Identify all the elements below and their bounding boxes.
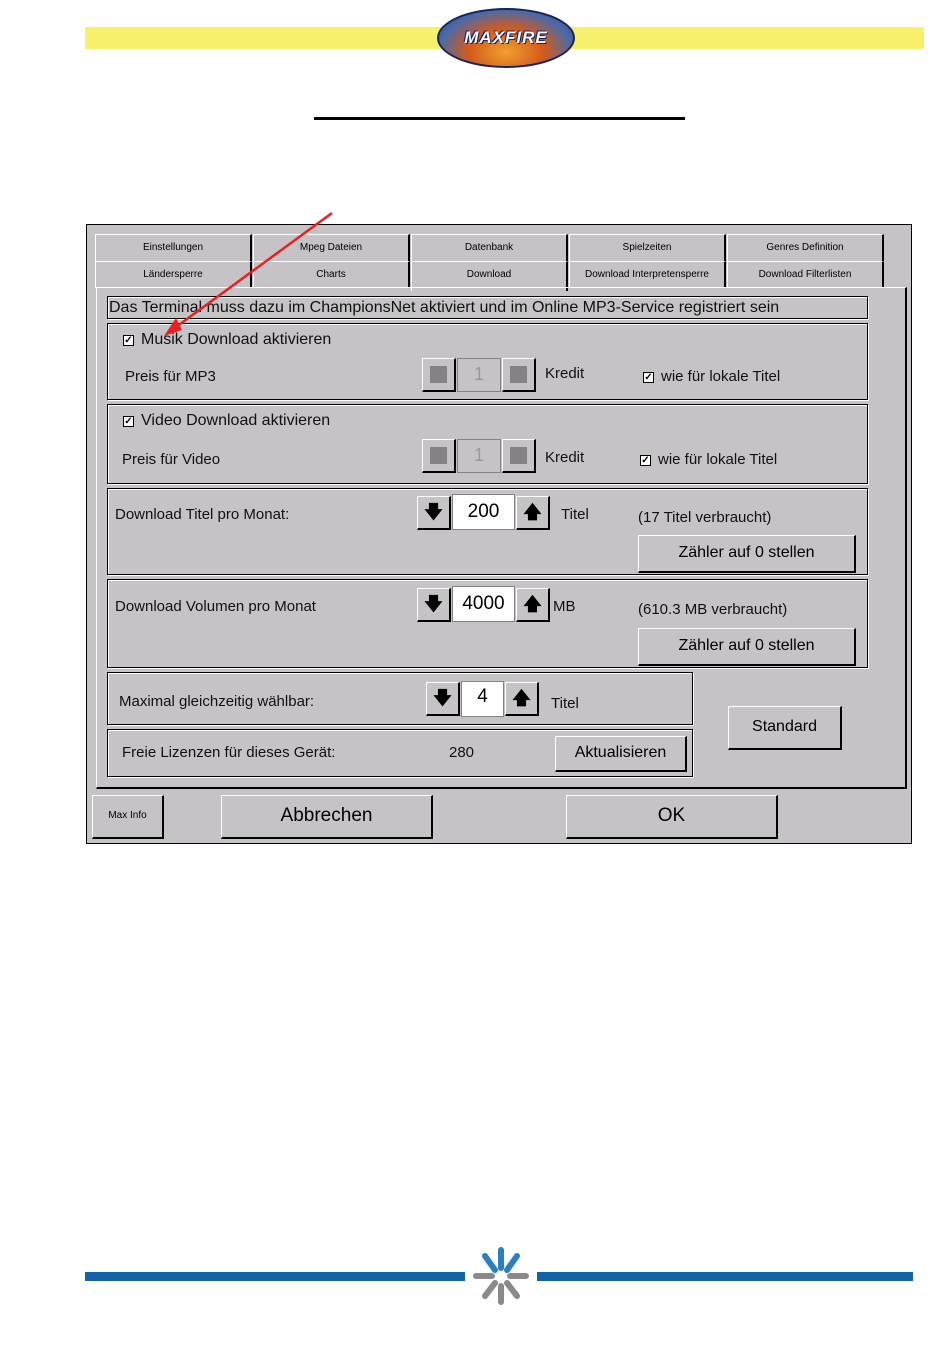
music-same-as-local-label: wie für lokale Titel — [661, 368, 781, 385]
titles-per-month-input[interactable]: 200 — [452, 494, 515, 530]
tab-genres-definition[interactable]: Genres Definition — [727, 234, 884, 261]
reset-titles-counter-button[interactable]: Zähler auf 0 stellen — [638, 535, 856, 573]
video-price-label: Preis für Video — [122, 451, 221, 468]
video-enable-label: Video Download aktivieren — [141, 412, 331, 429]
star-emblem-icon — [470, 1246, 532, 1306]
music-enable-checkbox[interactable]: ✓ — [124, 335, 133, 346]
titles-per-month-label: Download Titel pro Monat: — [115, 506, 290, 523]
max-simultaneous-unit: Titel — [551, 695, 579, 712]
tab-download-interpretensperre[interactable]: Download Interpretensperre — [569, 261, 726, 288]
footer-rule-left — [85, 1272, 465, 1281]
cancel-button[interactable]: Abbrechen — [221, 795, 433, 839]
arrow-up-icon: 🡅 — [512, 688, 531, 708]
tab-spielzeiten[interactable]: Spielzeiten — [569, 234, 726, 261]
video-same-as-local-checkbox[interactable]: ✓ — [641, 455, 650, 466]
logo-text: MAXFIRE — [464, 28, 548, 47]
music-price-label: Preis für MP3 — [125, 368, 216, 385]
tab-datenbank[interactable]: Datenbank — [411, 234, 568, 261]
refresh-licenses-button[interactable]: Aktualisieren — [555, 736, 687, 772]
arrow-down-icon: 🡇 — [424, 594, 443, 614]
arrow-up-icon: 🡅 — [523, 594, 542, 614]
music-price-value: 1 — [457, 358, 501, 392]
arrow-up-icon: 🡅 — [523, 502, 542, 522]
titles-used: (17 Titel verbraucht) — [638, 509, 772, 526]
max-info-button[interactable]: Max Info — [92, 795, 164, 839]
licenses-value: 280 — [449, 744, 475, 761]
standard-button[interactable]: Standard — [728, 706, 842, 750]
titles-unit: Titel — [561, 506, 589, 523]
video-price-value: 1 — [457, 439, 501, 473]
footer-rule-right — [537, 1272, 913, 1281]
tab-laendersperre[interactable]: Ländersperre — [95, 261, 252, 288]
video-same-as-local-label: wie für lokale Titel — [658, 451, 778, 468]
volume-used: (610.3 MB verbraucht) — [638, 601, 788, 618]
info-text: Das Terminal muss dazu im ChampionsNet aktiviert und im Online MP3-Service registriert sein — [109, 299, 780, 316]
tab-download-filterlisten[interactable]: Download Filterlisten — [727, 261, 884, 288]
music-same-as-local-checkbox[interactable]: ✓ — [644, 372, 653, 383]
video-price-unit: Kredit — [545, 449, 585, 466]
arrow-down-icon: 🡇 — [424, 502, 443, 522]
video-enable-checkbox[interactable]: ✓ — [124, 416, 133, 427]
max-simultaneous-label: Maximal gleichzeitig wählbar: — [119, 693, 315, 710]
tab-download[interactable]: Download — [411, 261, 568, 291]
licenses-label: Freie Lizenzen für dieses Gerät: — [122, 744, 336, 761]
volume-per-month-input[interactable]: 4000 — [452, 586, 515, 622]
volume-unit: MB — [553, 598, 576, 615]
reset-volume-counter-button[interactable]: Zähler auf 0 stellen — [638, 628, 856, 666]
tab-mpeg-dateien[interactable]: Mpeg Dateien — [253, 234, 410, 261]
arrow-down-icon: 🡇 — [433, 688, 452, 708]
ok-button[interactable]: OK — [566, 795, 778, 839]
tab-einstellungen[interactable]: Einstellungen — [95, 234, 252, 261]
max-simultaneous-input[interactable]: 4 — [461, 681, 504, 717]
music-enable-label: Musik Download aktivieren — [141, 331, 332, 348]
volume-per-month-label: Download Volumen pro Monat — [115, 598, 316, 615]
tab-charts[interactable]: Charts — [253, 261, 410, 288]
music-price-unit: Kredit — [545, 365, 585, 382]
